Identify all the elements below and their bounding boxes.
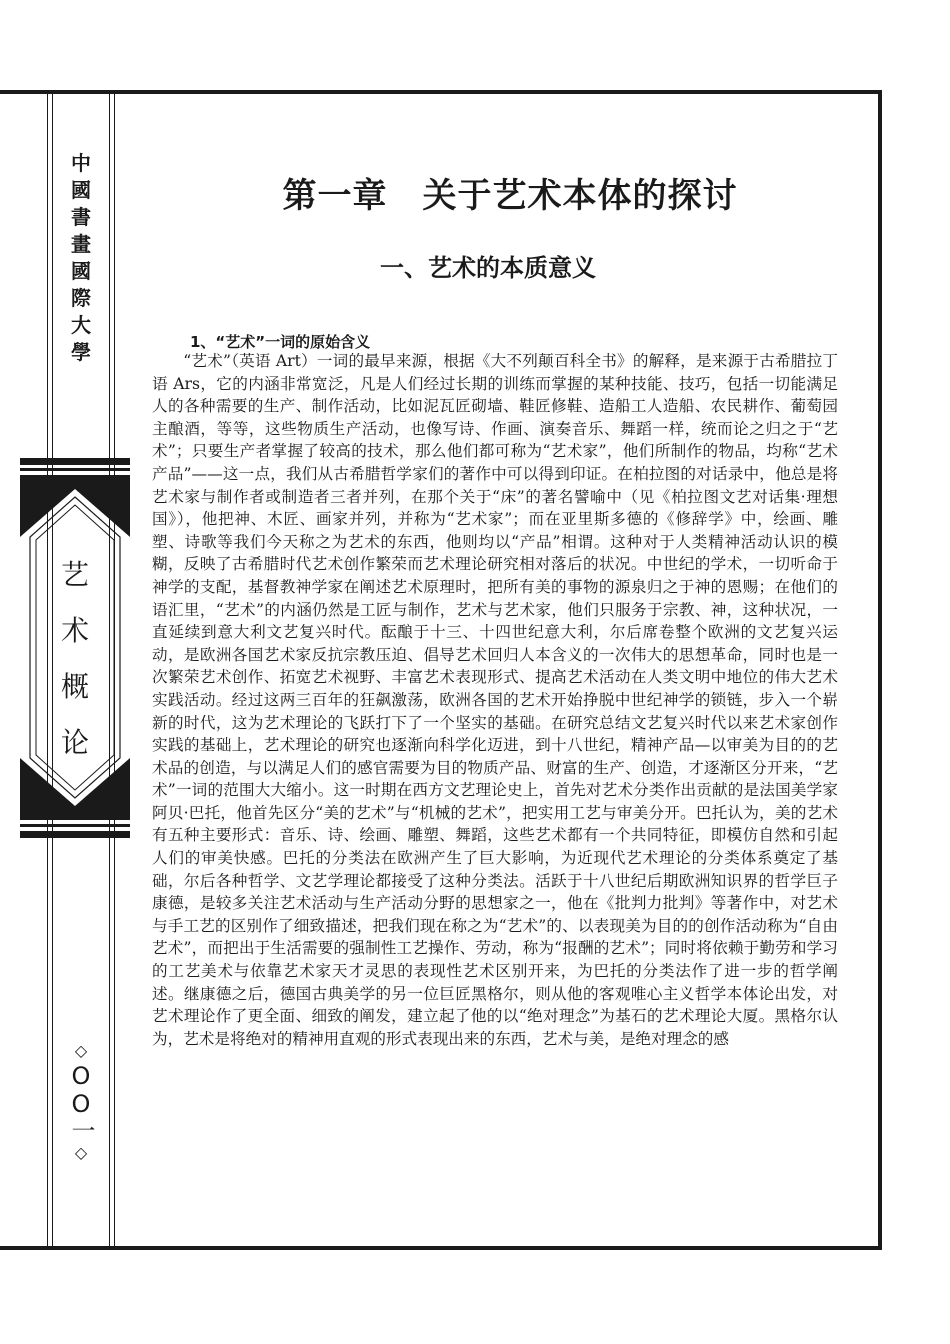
ornament-bar xyxy=(20,831,130,838)
series-char: 國 xyxy=(71,178,91,202)
chapter-title: 第一章 关于艺术本体的探讨 xyxy=(282,176,738,216)
series-char: 學 xyxy=(71,340,91,364)
subsection-heading: 1、“艺术”一词的原始含义 xyxy=(190,333,371,351)
book-title-char: 论 xyxy=(60,726,89,759)
diamond-icon: ◇ xyxy=(74,1041,88,1060)
series-title xyxy=(60,150,102,366)
page-number xyxy=(58,1040,104,1164)
section-title: 一、艺术的本质意义 xyxy=(380,254,596,282)
section-title-wrap xyxy=(380,248,600,283)
book-title-char: 概 xyxy=(60,670,89,703)
book-title-panel xyxy=(20,475,130,820)
ornament-bar xyxy=(20,468,130,471)
series-char: 大 xyxy=(71,313,91,337)
ornament-bar xyxy=(20,458,130,465)
series-char: 國 xyxy=(71,259,91,283)
series-char: 中 xyxy=(71,151,91,175)
series-char: 書 xyxy=(71,205,91,229)
book-title-char: 术 xyxy=(60,614,89,647)
ornament-bar xyxy=(20,824,130,827)
book-title xyxy=(20,547,130,771)
body-paragraph: “艺术”（英语 Art）一词的最早来源，根据《大不列颠百科全书》的解释，是来源于古希腊拉丁语 Ars，它的内涵非常宽泛，凡是人们经过长期的训练而掌握的某种技能、技巧，包括一切能满足人的各种需要的生产、制作活动，比如泥瓦匠砌墙、鞋匠修鞋、造船工人造船、农民耕作、葡萄园主酿酒，等等，这些物质生产活动，也像写诗、作画、演奏音乐、舞蹈一样，统而论之归之于“艺术”；只要生产者掌握了较高的技术，那么他们都可称为“艺术家”，他们所制作的物品，均称“艺术产品”——这一点，我们从古希腊哲学家们的著作中可以得到印证。在柏拉图的对话录中，他总是将艺术家与制作者或制造者三者并列，在那个关于“床”的著名譬喻中（见《柏拉图文艺对话集·理想国》），他把神、木匠、画家并列，并称为“艺术家”；而在亚里斯多德的《修辞学》中，绘画、雕塑、诗歌等我们今天称之为艺术的东西，他则均以“产品”相谓。这种对于人类精神活动认识的模糊，反映了古希腊时代艺术创作繁荣而艺术理论研究相对落后的状况。中世纪的学术，一切听命于神学的支配，基督教神学家在阐述艺术原理时，把所有美的事物的源泉归之于神的恩赐；在他们的语汇里，“艺术”的内涵仍然是工匠与制作，艺术与艺术家，他们只服务于宗教、神，这种状况，一直延续到意大利文艺复兴时代。酝酿于十三、十四世纪意大利，尔后席卷整个欧洲的文艺复兴运动，是欧洲各国艺术家反抗宗教压迫、倡导艺术回归人本含义的一次伟大的思想革命，同时也是一次繁荣艺术创作、拓宽艺术视野、丰富艺术表现形式、提高艺术活动在人类文明中地位的伟大艺术实践活动。经过这两三百年的狂飙激荡，欧洲各国的艺术开始挣脱中世纪神学的锁链，步入一个崭新的时代，这为艺术理论的飞跃打下了一个坚实的基础。在研究总结文艺复兴时代以来艺术家创作实践的基础上，艺术理论的研究也逐渐向科学化迈进，到十八世纪，精神产品—以审美为目的的艺术品的创造，与以满足人们的感官需要为目的物质产品、财富的生产、创造，才逐渐区分开来，“艺术”一词的范围大大缩小。这一时期在西方文艺理论史上，首先对艺术分类作出贡献的是法国美学家阿贝·巴托，他首先区分“美的艺术”与“机械的艺术”，把实用工艺与审美分开。巴托认为，美的艺术有五种主要形式：音乐、诗、绘画、雕塑、舞蹈，这些艺术都有一个共同特征，即模仿自然和引起人们的审美快感。巴托的分类法在欧洲产生了巨大影响，为近现代艺术理论的分类体系奠定了基础，尔后各种哲学、文艺学理论都接受了这种分类法。活跃于十八世纪后期欧洲知识界的哲学巨子康德，是较多关注艺术活动与生产活动分野的思想家之一，他在《批判力批判》等著作中，对艺术与手工艺的区别作了细致描述，把我们现在称之为“艺术”的、以表现美为目的的创作活动称为“自由艺术”，而把出于生活需要的强制性工艺操作、劳动，称为“报酬的艺术”；同时将依赖于勤劳和学习的工艺美术与依靠艺术家天才灵思的表现性艺术区别开来，为巴托的分类法作了进一步的哲学阐述。继康德之后，德国古典美学的另一位巨匠黑格尔，则从他的客观唯心主义哲学本体论出发，对艺术理论作了更全面、细致的阐发，建立起了他的以“绝对理念”为基石的艺术理论大厦。黑格尔认为，艺术是将绝对的精神用直观的形式表现出来的东西，艺术与美，是绝对理念的感 xyxy=(152,352,838,1048)
series-char: 畫 xyxy=(71,232,91,256)
book-title-char: 艺 xyxy=(60,558,89,591)
diamond-icon: ◇ xyxy=(74,1143,88,1162)
page-number-digits: OO一 xyxy=(67,1062,95,1142)
series-char: 際 xyxy=(71,286,91,310)
